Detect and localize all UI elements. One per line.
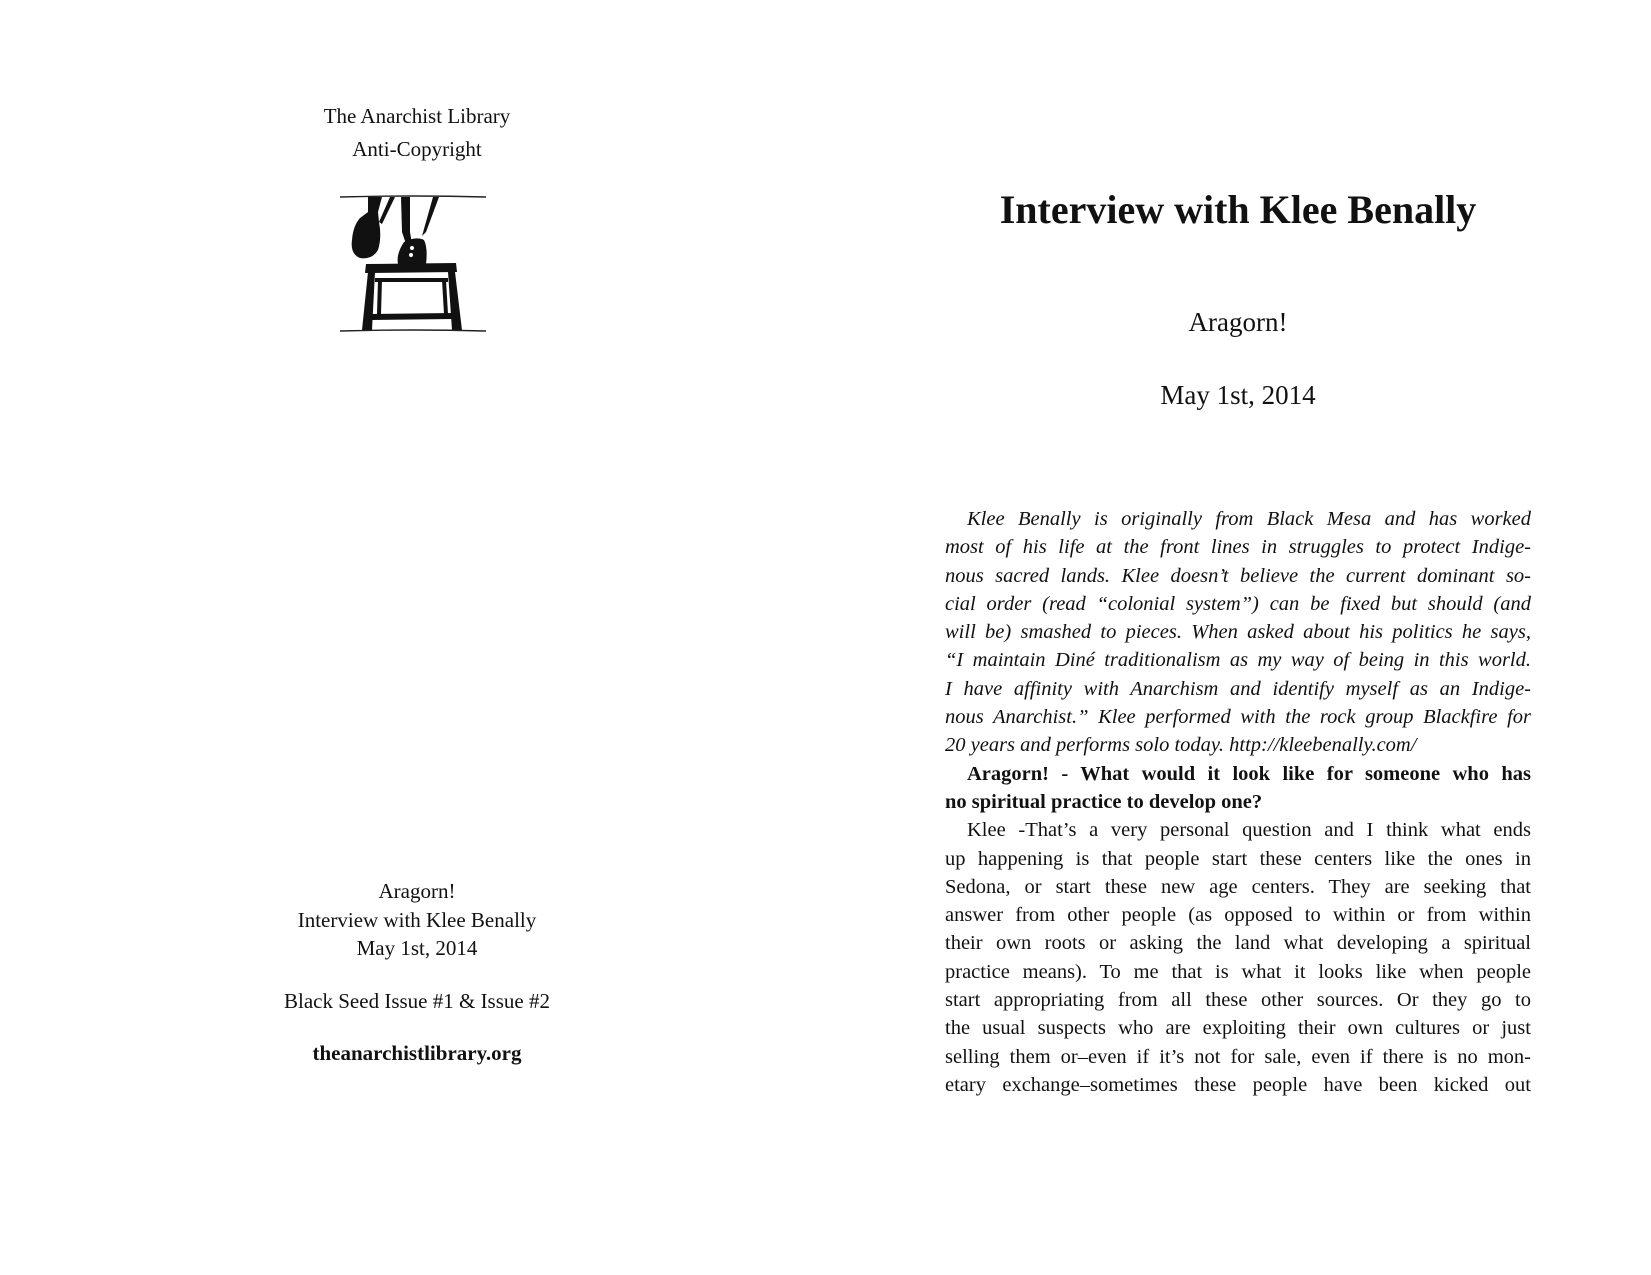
license-label: Anti-Copyright	[352, 137, 482, 161]
anarchist-library-logo-icon	[338, 192, 488, 334]
answer-line: their own roots or asking the land what developing a spiritual	[945, 932, 1531, 955]
question-line: no spiritual practice to develop one?	[945, 790, 1263, 813]
answer-line: Klee -That’s a very personal question and I think what ends	[967, 819, 1531, 842]
colophon	[217, 877, 617, 1068]
interview-answer	[945, 816, 1531, 1099]
answer-line: Sedona, or start these new age centers. They are seeking that	[945, 875, 1531, 898]
colophon-title: Interview with Klee Benally	[297, 907, 537, 932]
answer-line: start appropriating from all these other sources. Or they go to	[945, 989, 1531, 1012]
answer-line: the usual suspects who are exploiting their own cultures or just	[945, 1017, 1531, 1040]
library-name: The Anarchist Library	[323, 104, 511, 128]
intro-line: nous Anarchist.” Klee performed with the rock group Blackfire for	[945, 706, 1531, 729]
library-header	[267, 100, 567, 166]
colophon-date: May 1st, 2014	[356, 936, 478, 960]
article-date: May 1st, 2014	[1160, 380, 1316, 410]
answer-line: selling them or–even if it’s not for sale, even if there is no mon-	[945, 1045, 1531, 1068]
answer-line: etary exchange–sometimes these people have been kicked out	[945, 1073, 1531, 1096]
intro-line: cial order (read “colonial system”) can be fixed but should (and	[945, 592, 1531, 615]
article-title: Interview with Klee Benally	[999, 187, 1477, 232]
intro-line: nous sacred lands. Klee doesn’t believe the current dominant so-	[945, 564, 1531, 587]
colophon-source: Black Seed Issue #1 & Issue #2	[284, 988, 550, 1013]
article-body	[945, 505, 1531, 1099]
question-line: Aragorn! - What would it look like for someone who has	[967, 762, 1531, 785]
intro-line: most of his life at the front lines in struggles to protect Indige-	[945, 536, 1531, 559]
intro-line: Klee Benally is originally from Black Mesa and has worked	[967, 508, 1531, 530]
answer-line: practice means). To me that is what it looks like when people	[945, 960, 1531, 983]
intro-line-with-link: 20 years and performs solo today. http://kleebenally.com/	[945, 734, 1417, 757]
article-author: Aragorn!	[1188, 307, 1288, 337]
interview-question	[945, 760, 1531, 817]
intro-line: will be) smashed to pieces. When asked about his politics he says,	[945, 621, 1531, 644]
intro-line: “I maintain Diné traditionalism as my way of being in this world.	[945, 649, 1531, 672]
intro-paragraph	[945, 505, 1531, 760]
left-page-colophon	[0, 0, 825, 1275]
colophon-site-url: theanarchistlibrary.org	[312, 1041, 522, 1065]
answer-line: answer from other people (as opposed to within or from within	[945, 904, 1531, 927]
answer-line: up happening is that people start these centers like the ones in	[945, 847, 1531, 870]
colophon-author: Aragorn!	[378, 879, 456, 903]
intro-line: I have affinity with Anarchism and identify myself as an Indige-	[945, 677, 1531, 700]
